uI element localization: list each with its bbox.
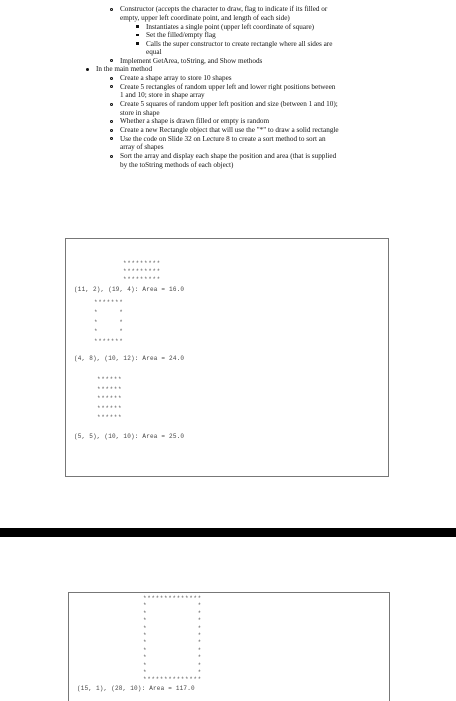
- instruction-line: Calls the super constructor to create rectangle where all sides are: [146, 39, 333, 48]
- star-row: * *: [143, 669, 202, 676]
- instruction-line: Set the filled/empty flag: [146, 31, 216, 39]
- star-row: *******: [94, 299, 124, 306]
- star-row: *******: [94, 338, 124, 346]
- instruction-line: Use the code on Slide 32 on Lecture 8 to create a sort method to sort an: [120, 134, 326, 143]
- star-row: * *: [143, 661, 202, 669]
- instruction-line: Instantiates a single point (upper left coordinate of square): [146, 22, 315, 31]
- circle-bullet-icon: [110, 137, 113, 140]
- star-row: ******: [97, 376, 123, 383]
- instruction-line: Create a new Rectangle object that will use the "*" to draw a solid rectangle: [120, 126, 339, 134]
- console-output-panel-2: [68, 592, 390, 701]
- instruction-line: array of shapes: [120, 143, 164, 151]
- star-row: * *: [143, 609, 202, 617]
- star-row: * *: [94, 328, 124, 336]
- circle-bullet-icon: [110, 59, 113, 62]
- circle-bullet-icon: [110, 77, 113, 80]
- star-row: * *: [143, 639, 202, 647]
- instruction-line: 1 and 10; store in shape array: [120, 91, 205, 99]
- star-row: * *: [143, 617, 202, 625]
- circle-bullet-icon: [110, 120, 113, 123]
- instruction-line: In the main method: [96, 65, 153, 73]
- circle-bullet-icon: [110, 129, 113, 132]
- shape-info-line: (15, 1), (28, 10): Area = 117.0: [77, 685, 195, 692]
- instruction-line: store in shape: [120, 108, 160, 117]
- disc-bullet-icon: [86, 68, 89, 71]
- shape-info-line: (5, 5), (10, 10): Area = 25.0: [74, 433, 185, 440]
- instruction-line: Sort the array and display each shape the position and area (that is supplied: [120, 152, 337, 160]
- instruction-line: Constructor (accepts the character to draw, flag to indicate if its filled or: [120, 5, 328, 13]
- star-row: * *: [143, 654, 202, 662]
- star-row: **************: [143, 676, 202, 684]
- instruction-line: Whether a shape is drawn filled or empty is random: [120, 117, 270, 125]
- square-bullet-icon: [136, 25, 139, 28]
- square-bullet-icon: [136, 42, 139, 45]
- circle-bullet-icon: [110, 103, 113, 106]
- instruction-line: Create a shape array to store 10 shapes: [120, 74, 232, 82]
- star-row: ******: [97, 414, 123, 422]
- instruction-line: empty, upper left coordinate point, and length of each side): [120, 13, 290, 22]
- star-row: * *: [94, 318, 124, 326]
- star-row: * *: [143, 602, 202, 610]
- shape-info-line: (11, 2), (19, 4): Area = 16.0: [74, 286, 185, 293]
- instruction-line: Create 5 squares of random upper left position and size (between 1 and 10);: [120, 100, 338, 108]
- shape-info-line: (4, 8), (10, 12): Area = 24.0: [74, 355, 185, 362]
- circle-bullet-icon: [110, 85, 113, 88]
- instruction-line: equal: [146, 48, 162, 56]
- star-row: *********: [123, 268, 161, 276]
- star-row: **************: [143, 595, 202, 602]
- star-row: ******: [97, 395, 123, 403]
- star-row: ******: [97, 404, 123, 412]
- instruction-line: by the toString methods of each object): [120, 160, 234, 169]
- star-row: * *: [143, 624, 202, 632]
- star-row: * *: [143, 632, 202, 639]
- console-output-panel: [65, 238, 389, 477]
- star-row: ******: [97, 385, 123, 393]
- star-row: * *: [143, 646, 202, 654]
- instruction-line: Create 5 rectangles of random upper left and lower right positions between: [120, 82, 336, 91]
- instruction-line: Implement GetArea, toString, and Show methods: [120, 56, 263, 65]
- circle-bullet-icon: [110, 155, 113, 158]
- page-divider: [0, 528, 456, 537]
- circle-bullet-icon: [110, 8, 113, 11]
- square-bullet-icon: [136, 34, 139, 37]
- star-row: *********: [123, 276, 161, 284]
- star-row: * *: [94, 308, 124, 316]
- star-row: *********: [123, 260, 161, 267]
